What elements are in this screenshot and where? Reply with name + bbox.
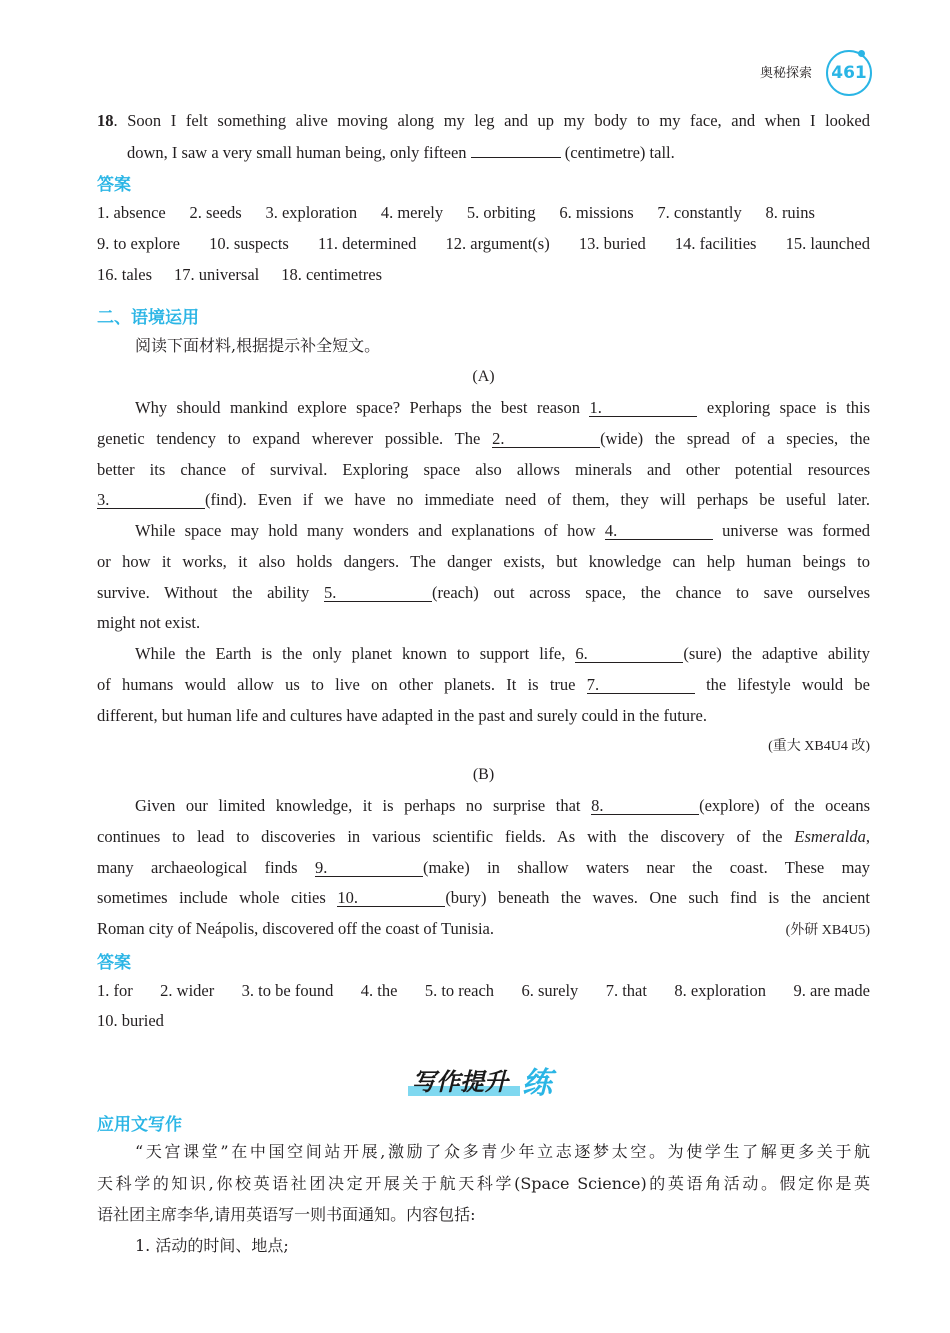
- answer-item: 16. tales: [97, 265, 152, 284]
- banner-title: 写作提升: [412, 1068, 508, 1096]
- answer-item: 12. argument(s): [445, 234, 550, 253]
- section-title: 二、语境运用: [97, 308, 199, 328]
- answer-item: 7. that: [605, 981, 647, 1000]
- source-citation: (外研 XB4U5): [785, 923, 870, 938]
- answers-row: [97, 265, 870, 285]
- answer-item: 15. launched: [785, 234, 870, 253]
- blank-3[interactable]: 3.: [97, 492, 205, 509]
- answer-item: 14. facilities: [674, 234, 757, 253]
- answer-item: 18. centimetres: [281, 265, 383, 284]
- blank-4[interactable]: 4.: [605, 523, 713, 540]
- passage-a-label: (A): [472, 368, 495, 385]
- blank-5[interactable]: 5.: [324, 585, 432, 602]
- blank-2[interactable]: 2.: [492, 431, 600, 448]
- answers-label: 答案: [97, 953, 131, 973]
- answer-item: 10. buried: [97, 1011, 164, 1030]
- answer-item: 17. universal: [174, 265, 260, 284]
- answers-row: [97, 234, 870, 254]
- q18-number: 18: [97, 111, 114, 130]
- passage-line: of humans would allow us to live on other planets. It is true 7. the lifestyle would be: [97, 675, 871, 694]
- writing-subtitle: 应用文写作: [97, 1115, 182, 1135]
- source-citation: (重大 XB4U4 改): [768, 739, 870, 754]
- passage-line: better its chance of survival. Exploring space also allows minerals and other potential resources: [97, 460, 870, 479]
- q18-text: . Soon I felt something alive moving along my leg and up my body to my face, and when I looked: [113, 111, 870, 130]
- passage-b-label: (B): [472, 766, 495, 783]
- blank-6[interactable]: 6.: [575, 646, 683, 663]
- passage-line: many archaeological finds 9. (make) in shallow waters near the coast. These may: [97, 858, 870, 877]
- answer-item: 8. ruins: [765, 203, 815, 222]
- answer-item: 3. exploration: [265, 203, 358, 222]
- answer-item: 7. constantly: [657, 203, 742, 222]
- passage-line: 3. (find). Even if we have no immediate need of them, they will perhaps be useful later.: [97, 490, 870, 509]
- answer-item: 4. the: [360, 981, 398, 1000]
- passage-line: different, but human life and cultures have adapted in the past and surely could in the future.: [97, 706, 708, 725]
- running-header: 奥秘探索: [760, 66, 813, 81]
- blank-7[interactable]: 7.: [587, 677, 695, 694]
- banner-accent: 练: [522, 1066, 552, 1101]
- blank-8[interactable]: 8.: [591, 798, 699, 815]
- answers-label: 答案: [97, 175, 131, 195]
- answer-item: 5. orbiting: [466, 203, 536, 222]
- section-instruction: 阅读下面材料,根据提示补全短文。: [135, 336, 381, 355]
- passage-line: continues to lead to discoveries in various scientific fields. As with the discovery of the Esmeralda,: [97, 827, 871, 846]
- q18-line-1: [97, 111, 870, 131]
- answer-item: 10. suspects: [209, 234, 289, 253]
- answer-item: 2. seeds: [189, 203, 242, 222]
- answer-item: 2. wider: [160, 981, 215, 1000]
- q18-line-2: [127, 142, 870, 163]
- page-badge-dot: [858, 50, 865, 57]
- answer-item: 1. for: [97, 981, 133, 1000]
- answers-row: [97, 981, 870, 1001]
- answer-item: 11. determined: [318, 234, 417, 253]
- blank-10[interactable]: 10.: [337, 890, 445, 907]
- passage-line: Given our limited knowledge, it is perhaps no surprise that 8. (explore) of the oceans: [135, 796, 871, 815]
- passage-line: survive. Without the ability 5. (reach) out across space, the chance to save ourselves: [97, 583, 871, 602]
- blank-1[interactable]: 1.: [589, 400, 697, 417]
- answer-item: 4. merely: [380, 203, 444, 222]
- passage-line: sometimes include whole cities 10. (bury) beneath the waves. One such find is the ancient: [97, 888, 871, 907]
- answers-row: [97, 1011, 870, 1031]
- passage-line: might not exist.: [97, 613, 201, 632]
- writing-line: 天科学的知识,你校英语社团决定开展关于航天科学(Space Science)的英语角活动。假定你是英: [97, 1174, 870, 1193]
- page-number: 461: [831, 63, 867, 83]
- q18-text-2b: (centimetre) tall.: [564, 143, 675, 162]
- answer-blank[interactable]: [471, 142, 561, 158]
- passage-line: genetic tendency to expand wherever possible. The 2. (wide) the spread of a species, the: [97, 429, 871, 448]
- passage-line: or how it works, it also holds dangers. The danger exists, but knowledge can help human beings to: [97, 552, 870, 571]
- writing-line: 1. 活动的时间、地点;: [135, 1236, 289, 1255]
- answer-item: 6. missions: [559, 203, 634, 222]
- writing-line: 语社团主席李华,请用英语写一则书面通知。内容包括:: [97, 1205, 476, 1224]
- answer-item: 13. buried: [578, 234, 646, 253]
- writing-line: “天宫课堂”在中国空间站开展,激励了众多青少年立志逐梦太空。为使学生了解更多关于航: [135, 1142, 870, 1161]
- answer-item: 9. to explore: [97, 234, 180, 253]
- passage-line: Roman city of Neápolis, discovered off the coast of Tunisia.: [97, 919, 495, 938]
- answer-item: 5. to reach: [424, 981, 495, 1000]
- answers-row: [97, 203, 815, 223]
- answer-item: 8. exploration: [674, 981, 767, 1000]
- ship-name: Esmeralda: [794, 827, 866, 846]
- passage-line: Why should mankind explore space? Perhaps the best reason 1. exploring space is this: [135, 398, 871, 417]
- q18-text-2a: down, I saw a very small human being, only fifteen: [127, 143, 467, 162]
- answer-item: 3. to be found: [241, 981, 334, 1000]
- answer-item: 9. are made: [793, 981, 870, 1000]
- answer-item: 1. absence: [97, 203, 166, 222]
- answer-item: 6. surely: [521, 981, 579, 1000]
- page-number-badge: [826, 50, 872, 96]
- passage-line: While space may hold many wonders and explanations of how 4. universe was formed: [135, 521, 871, 540]
- passage-line: While the Earth is the only planet known to support life, 6. (sure) the adaptive ability: [135, 644, 870, 663]
- blank-9[interactable]: 9.: [315, 860, 423, 877]
